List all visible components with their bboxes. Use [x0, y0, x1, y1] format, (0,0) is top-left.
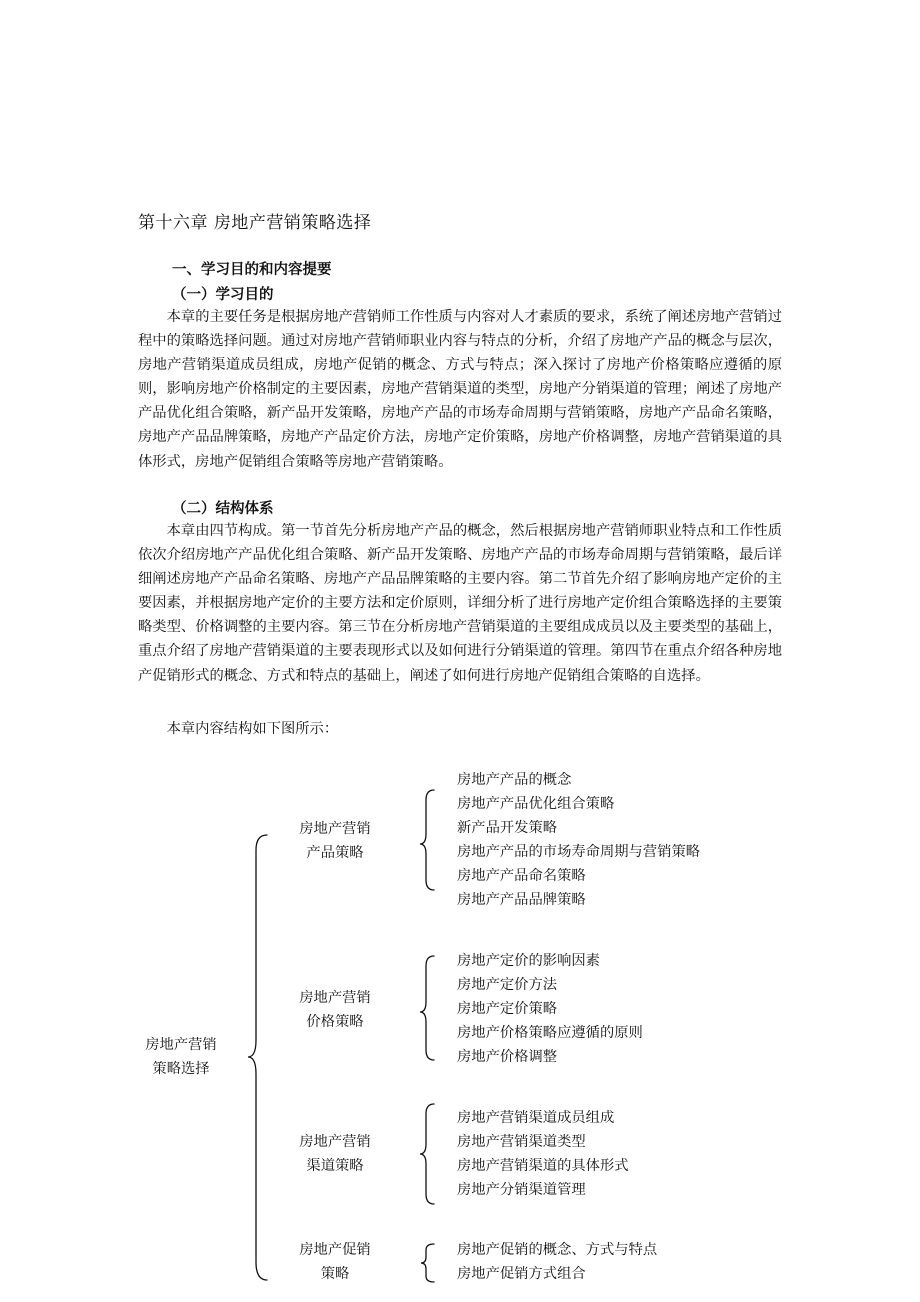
branch-label-line-1: 房地产营销 [299, 821, 371, 837]
list-item: 房地产价格调整 [457, 1049, 558, 1066]
chapter-title: 第十六章 房地产营销策略选择 [138, 213, 372, 233]
list-item: 房地产促销的概念、方式与特点 [457, 1242, 658, 1258]
list-item: 房地产产品品牌策略 [457, 892, 586, 909]
subsection-heading-goal: （一）学习目的 [172, 287, 274, 303]
main-brace [248, 835, 267, 1280]
brace-product [420, 790, 434, 890]
list-item: 房地产营销渠道的具体形式 [457, 1158, 629, 1175]
branch-label-line-2: 价格策略 [306, 1014, 364, 1030]
root-line-1: 房地产营销 [145, 1037, 217, 1053]
root-line-2: 策略选择 [152, 1061, 210, 1077]
list-item: 房地产产品优化组合策略 [457, 796, 615, 813]
branch-product [281, 817, 389, 865]
brace-channel [420, 1104, 434, 1204]
list-item: 房地产促销方式组合 [457, 1266, 586, 1283]
list-item: 房地产价格策略应遵循的原则 [457, 1025, 643, 1042]
channel-items [457, 1106, 629, 1202]
promotion-items [457, 1238, 657, 1286]
figure-intro: 本章内容结构如下图所示： [166, 721, 339, 737]
list-item: 房地产营销渠道成员组成 [457, 1110, 615, 1126]
structure-paragraph: 本章由四节构成。第一节首先分析房地产产品的概念，然后根据房地产营销师职业特点和工作性质依次介绍房地产产品优化组合策略、新产品开发策略、房地产产品的市场寿命周期与营销策略，最后详细阐述房地产产品命名策略、房地产产品品牌策略的主要内容。第二节首先介绍了影响房地产定价的主要因素，并根据房地产定价的主要方法和定价原则，详细分析了进行房地产定价组合策略选择的主要策略类型、价格调整的主要内容。第三节在分析房地产营销渠道的主要组成成员以及主要类型的基础上，重点介绍了房地产营销渠道的主要表现形式以及如何进行分销渠道的管理。第四节在重点介绍各种房地产促销形式的概念、方式和特点的基础上，阐述了如何进行房地产促销组合策略的自选择。 [138, 523, 782, 684]
branch-label-line-2: 策略 [320, 1266, 350, 1282]
list-item: 房地产产品的概念 [457, 772, 572, 788]
list-item: 房地产营销渠道类型 [457, 1134, 586, 1151]
list-item: 房地产定价方法 [457, 977, 558, 994]
brace-price [420, 956, 434, 1060]
section-heading: 一、学习目的和内容提要 [172, 262, 332, 278]
list-item: 房地产产品命名策略 [457, 868, 586, 885]
goal-paragraph: 本章的主要任务是根据房地产营销师工作性质与内容对人才素质的要求，系统了阐述房地产营销过程中的策略选择问题。通过对房地产营销师职业内容与特点的分析，介绍了房地产产品的概念与层次，房地产营销渠道成员组成，房地产促销的概念、方式与特点；深入探讨了房地产价格策略应遵循的原则，影响房地产价格制定的主要因素，房地产营销渠道的类型，房地产分销渠道的管理；阐述了房地产产品优化组合策略，新产品开发策略，房地产产品的市场寿命周期与营销策略，房地产产品命名策略，房地产产品品牌策略，房地产产品定价方法，房地产定价策略，房地产价格调整，房地产营销渠道的具体形式，房地产促销组合策略等房地产营销策略。 [138, 309, 782, 470]
product-items [457, 768, 700, 913]
list-item: 房地产定价的影响因素 [457, 953, 600, 969]
branch-promotion [281, 1238, 389, 1286]
list-item: 房地产定价策略 [457, 1001, 558, 1018]
branch-price [281, 986, 389, 1034]
branch-label-line-2: 渠道策略 [306, 1158, 364, 1174]
branch-label-line-1: 房地产促销 [299, 1242, 371, 1258]
branch-label-line-2: 产品策略 [306, 845, 364, 861]
diagram-root [128, 1033, 234, 1081]
subsection-heading-structure: （二）结构体系 [172, 501, 274, 517]
list-item: 新产品开发策略 [457, 820, 558, 837]
list-item: 房地产分销渠道管理 [457, 1182, 586, 1199]
list-item: 房地产产品的市场寿命周期与营销策略 [457, 844, 701, 861]
branch-label-line-1: 房地产营销 [299, 1134, 371, 1150]
branch-label-line-1: 房地产营销 [299, 990, 371, 1006]
branch-channel [281, 1130, 389, 1178]
brace-promotion [421, 1244, 434, 1282]
price-items [457, 949, 643, 1069]
